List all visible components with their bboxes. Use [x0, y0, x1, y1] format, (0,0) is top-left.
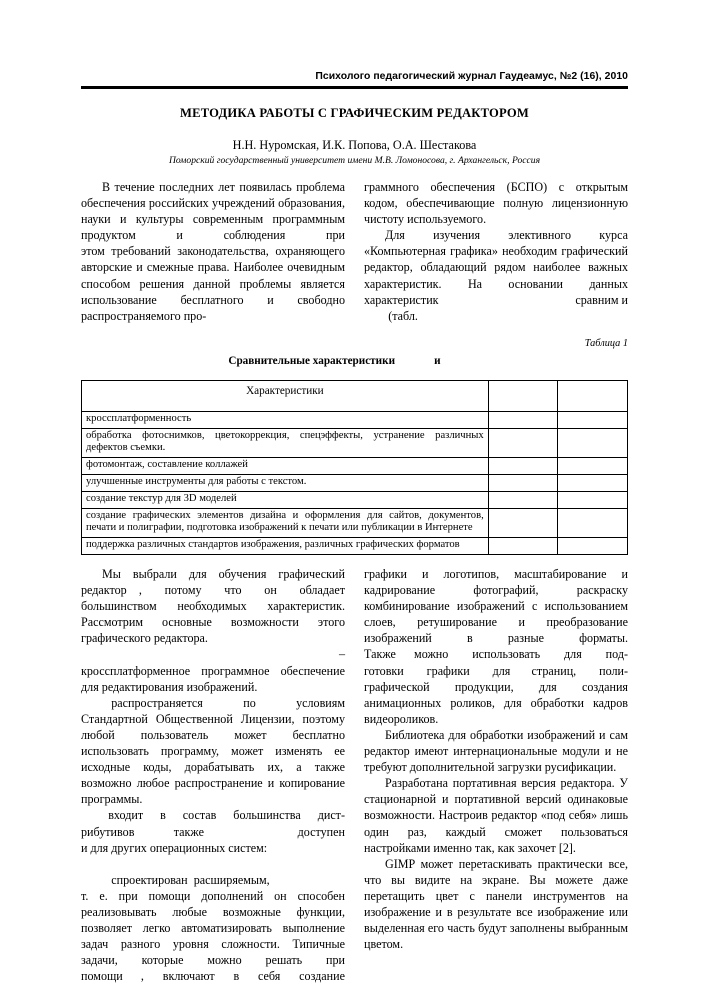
table-cell-a — [488, 411, 557, 428]
redacted-gap — [396, 646, 414, 662]
redacted-line-post: расширяемым, — [193, 872, 270, 887]
table-cell-a — [488, 538, 557, 555]
paragraph-library: Библиотека для обработки изображений и сам редактор имеют интернациональные модули и не требуют дополнительной загрузки русификации. — [364, 727, 628, 775]
column-right-top — [364, 179, 628, 324]
paragraph-dash-line — [81, 646, 345, 694]
paragraph-text-tail: графической продукции, для создания анимационных роликов, для обработки кадров видеороликов. — [364, 679, 628, 726]
redacted-gap — [81, 807, 108, 823]
redacted-line-pre: спроектирован — [111, 872, 188, 887]
paragraph-line-redacted-2 — [81, 824, 345, 840]
paragraph-distributions — [81, 807, 345, 855]
redacted-line-post: также доступен — [173, 824, 345, 839]
column-left-top — [81, 179, 345, 324]
table-cell-a — [488, 475, 557, 492]
paragraph-line-redacted — [81, 872, 345, 888]
paragraph-tabl-ref — [364, 309, 418, 323]
body-columns-top — [81, 179, 628, 324]
redacted-line-pre: рибутивов — [81, 824, 135, 839]
table-cell-b — [557, 458, 627, 475]
paragraph-editor-choice — [81, 566, 345, 646]
redacted-line-post: можно использовать для под- — [414, 647, 628, 662]
paragraph-line-redacted — [81, 582, 345, 598]
column-left-bottom — [81, 566, 345, 984]
table-cell-feature: создание текстур для 3D моделей — [82, 491, 489, 508]
paragraph-line-redacted — [81, 807, 345, 823]
redacted-line-pre: готовки графики для — [364, 663, 511, 678]
body-columns-bottom — [81, 566, 628, 984]
redacted-gap — [81, 695, 111, 711]
table-row — [82, 475, 628, 492]
table-cell-a — [488, 491, 557, 508]
redacted-gap — [127, 582, 139, 598]
standalone-dash: – — [338, 647, 345, 662]
table-cell-b — [557, 475, 627, 492]
redacted-line-pre: помощи — [81, 969, 123, 984]
paragraph-text: Для изучения элективного курса «Компьютерная графика» необходим графический редактор, обладающий рядом наиболее важных характеристик. На основании данных — [364, 228, 628, 291]
table-cell-feature: кроссплатформенность — [82, 411, 489, 428]
redacted-line-pre: Также — [364, 647, 396, 662]
paragraph-line-redacted — [81, 695, 345, 711]
paragraph-line: Мы выбрали для обучения графический — [102, 567, 345, 582]
article-authors: Н.Н. Нуромская, И.К. Попова, О.А. Шестакова — [232, 138, 477, 152]
table-caption-pre: Сравнительные характеристики — [228, 354, 396, 367]
table-cell-b — [557, 508, 627, 538]
table-number: Таблица 1 — [584, 337, 628, 349]
table-cell-a — [488, 508, 557, 538]
table-row — [82, 538, 628, 555]
paragraph-line: В течение последних лет появилась проблема обеспечения российских учреждений образования, науки и культуры современным программным продуктом и соблюдения при — [81, 180, 345, 243]
redacted-line-post: и — [621, 292, 628, 307]
redacted-line-post: страниц, поли- — [531, 663, 628, 678]
paragraph-license — [81, 695, 345, 808]
paragraph-text: графики и логотипов, масштабирование и кадрирование фотографий, раскраску комбинирование изображений с использованием слоев, ретуширование и преобразование изображений в разные форматы. — [364, 567, 628, 646]
redacted-line-pre: характеристик сравним — [364, 292, 619, 307]
paragraph-text: , поэтому любой пользователь может бесплатно использовать программу, может изменять ее исходные коды, дорабатывать их, а также возможно любое распространение и копирование программы. — [81, 711, 345, 807]
paragraph-gimp-dragdrop: GIMP может перетаскивать практически все, что вы видите на экране. Вы можете даже перетащить цвет с панели инструментов на изображение и в результате все изображение или выделенная его часть будут заполнены выбранным цветом. — [364, 856, 628, 952]
paragraph-text: кроссплатформенное программное обеспечение для редактирования изображений. — [81, 663, 345, 694]
redacted-line-post: , включают в себя создание — [140, 969, 345, 984]
table-caption-post: и — [434, 354, 441, 367]
table-cell-feature: создание графических элементов дизайна и оформления для сайтов, документов, печати и полиграфии, подготовка изображений к печати или публикации в Интернете — [82, 508, 489, 538]
table-caption-gap — [395, 354, 434, 368]
paragraph-text: этом требований законодательства, охраняющего авторские и смежные права. Наиболее очевидным способом решения данной проблемы является использование бесплатного и свободно распространяемого про- — [81, 244, 345, 323]
table-col-header-a — [488, 380, 557, 411]
table-caption — [81, 354, 628, 368]
table-cell-a — [488, 428, 557, 458]
table-cell-feature: поддержка различных стандартов изображения, различных графических форматов — [82, 538, 489, 555]
column-right-bottom — [364, 566, 628, 984]
redacted-gap — [134, 824, 173, 840]
redacted-gap — [510, 663, 531, 679]
table-cell-feature: улучшенные инструменты для работы с текстом. — [82, 475, 489, 492]
table-row — [82, 411, 628, 428]
paragraph-line-redacted — [364, 292, 628, 308]
paragraph-line: Стандартной Общественной Лицензии — [81, 711, 292, 726]
redacted-gap — [81, 872, 111, 888]
paragraph-line-redacted-3 — [81, 968, 345, 984]
page-content — [81, 70, 628, 984]
table-row — [82, 491, 628, 508]
table-col-header-b — [557, 380, 627, 411]
paragraph-text: т. е. при помощи дополнений он способен реализовывать любые возможные функции, позволяет легко автоматизировать выполнение задач разного уровня сложности. Типичные задачи, которые можно решать при — [81, 888, 345, 968]
paragraph-extensible — [81, 856, 345, 985]
table-row — [82, 428, 628, 458]
table-cell-b — [557, 428, 627, 458]
redacted-gap — [123, 968, 141, 984]
table-cell-b — [557, 491, 627, 508]
table-col-header-features: Характеристики — [82, 380, 489, 411]
paragraph-features — [364, 566, 628, 727]
table-header-row — [82, 380, 628, 411]
paragraph-elective-course — [364, 227, 628, 324]
table-cell-b — [557, 411, 627, 428]
paragraph-portable: Разработана портативная версия редактора. У стационарной и портативной версий одинаковые возможности. Настроив редактор «под себя» лишь один раз, каждый сможет пользоваться настройками именно так, как захочет [2]. — [364, 776, 628, 855]
redacted-line-post: входит в состав большинства дист- — [108, 808, 345, 823]
table-cell-feature: фотомонтаж, составление коллажей — [82, 458, 489, 475]
tabl-ref-text: (табл. — [388, 308, 418, 323]
table-cell-feature: обработка фотоснимков, цветокоррекция, спецэффекты, устранение различных дефектов съемки. — [82, 428, 489, 458]
paragraph-intro — [81, 179, 345, 324]
paragraph-text: и для других операционных систем: — [81, 840, 268, 855]
running-head: Психолого педагогический журнал Гаудеамус, №2 (16), 2010 — [315, 71, 628, 82]
article-affiliation: Поморский государственный университет имени М.В. Ломоносова, г. Архангельск, Россия — [168, 155, 541, 166]
table-row — [82, 508, 628, 538]
redacted-line-post: распространяется по условиям — [111, 695, 345, 710]
paragraph-text: большинством необходимых характеристик. Рассмотрим основные возможности этого графического редактора. — [81, 599, 345, 646]
table-head — [82, 380, 628, 411]
comparison-table — [81, 380, 628, 555]
header-rule — [81, 86, 628, 89]
table-row — [82, 458, 628, 475]
article-title: МЕТОДИКА РАБОТЫ С ГРАФИЧЕСКИМ РЕДАКТОРОМ — [180, 106, 529, 120]
redacted-line-pre: редактор — [81, 583, 127, 598]
table-cell-a — [488, 458, 557, 475]
paragraph-intro-cont: граммного обеспечения (БСПО) с открытым кодом, обеспечивающие полную лицензионную чистоту используемого. — [364, 180, 628, 227]
table-cell-b — [557, 538, 627, 555]
table-body — [82, 411, 628, 554]
paragraph-line-redacted — [364, 646, 628, 662]
redacted-line-post: , потому что он обладает — [138, 583, 345, 598]
paragraph-line-redacted-2 — [364, 663, 628, 679]
